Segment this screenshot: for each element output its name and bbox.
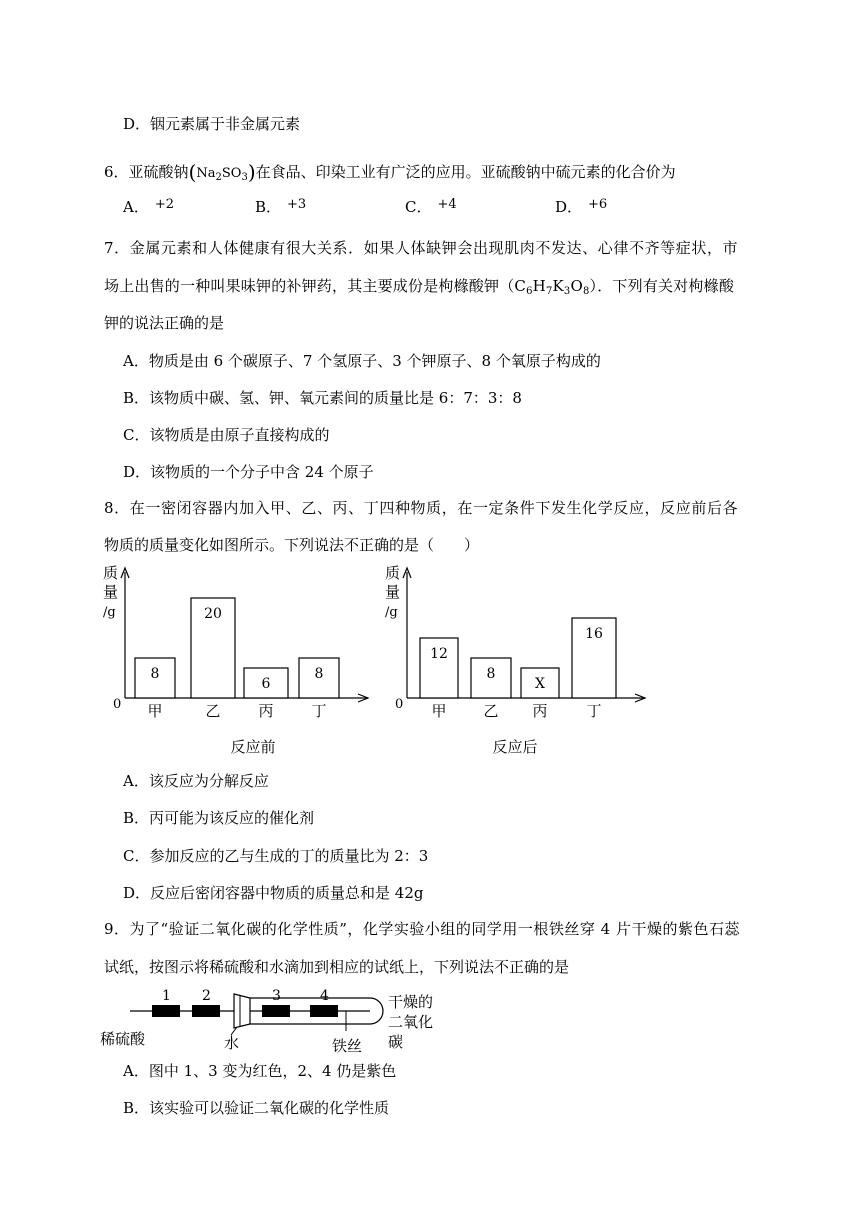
paper-2 — [192, 1005, 220, 1017]
y-label-1: 质 — [385, 564, 401, 582]
q8-option-a: A．该反应为分解反应 — [123, 772, 269, 790]
q9-line-2: 试纸，按图示将稀硫酸和水滴加到相应的试纸上，下列说法不正确的是 — [104, 958, 570, 976]
litmus-paper-diagram — [100, 985, 450, 1055]
q6-stem-post: 在食品、印染工业有广泛的应用。亚硫酸钠中硫元素的化合价为 — [255, 163, 676, 181]
category-label-2: 乙 — [483, 702, 499, 720]
paper-label-1: 1 — [162, 988, 171, 1004]
chart-after-reaction — [375, 560, 675, 760]
q8-option-b: B．丙可能为该反应的催化剂 — [123, 809, 315, 827]
y-label-1: 质 — [103, 564, 119, 582]
q7-line-3: 钾的说法正确的是 — [104, 314, 225, 332]
q9-line-1: 9．为了“验证二氧化碳的化学性质”，化学实验小组的同学用一根铁丝穿 4 片干燥的紫色石蕊 — [104, 920, 740, 938]
category-label-3: 丙 — [532, 702, 548, 720]
paper-3 — [262, 1005, 290, 1017]
bar-value-label-2: 8 — [486, 666, 496, 682]
category-label-2: 乙 — [205, 702, 221, 720]
category-label-1: 甲 — [431, 702, 447, 720]
q7-option-b: B．该物质中碳、氢、钾、氧元素间的质量比是 6：7：3：8 — [123, 389, 522, 407]
dilute-sulfuric-acid-label: 稀硫酸 — [100, 1030, 146, 1048]
q6-stem — [104, 158, 676, 183]
category-label-4: 丁 — [586, 702, 602, 720]
chart-title: 反应后 — [492, 738, 538, 756]
bar-value-label-4: 8 — [314, 666, 324, 682]
q6-option-b: B． +3 — [255, 197, 307, 216]
category-label-3: 丙 — [258, 702, 274, 720]
dry-co2-label-3: 碳 — [388, 1033, 404, 1051]
bar-value-label-1: 8 — [150, 666, 160, 682]
paper-label-4: 4 — [320, 988, 329, 1004]
q8-line-1: 8．在一密闭容器内加入甲、乙、丙、丁四种物质，在一定条件下发生化学反应，反应前后各 — [104, 499, 739, 517]
origin-label: 0 — [113, 697, 122, 712]
q7-line-2: 场上出售的一种叫果味钾的补钾药，其主要成份是枸橼酸钾$(C_6H_7K_3O_8)$．下列有关对枸橼酸 — [104, 277, 735, 297]
bar-value-label-3: 6 — [261, 676, 271, 692]
q7-option-c: C．该物质是由原子直接构成的 — [123, 426, 330, 444]
bar-value-label-1: 12 — [430, 646, 448, 662]
chart-title: 反应前 — [230, 738, 276, 756]
q6-stem-pre: 6．亚硫酸钠 — [104, 163, 189, 181]
q5-option-d: D．铟元素属于非金属元素 — [123, 115, 301, 133]
q6-paren-close: ) — [247, 160, 256, 184]
q6-option-d: D． +6 — [555, 197, 608, 216]
origin-label: 0 — [395, 697, 404, 712]
q6-formula: $Na_2SO_3$ — [196, 166, 248, 183]
dry-co2-label-2: 二氧化 — [388, 1013, 434, 1031]
q7-line-1: 7．金属元素和人体健康有很大关系．如果人体缺钾会出现肌肉不发达、心律不齐等症状，市 — [104, 239, 739, 257]
bar-value-label-3: X — [535, 676, 545, 692]
y-label-2: 量 — [103, 583, 119, 601]
q8-option-c: C．参加反应的乙与生成的丁的质量比为 2：3 — [123, 847, 429, 865]
q9-option-a: A．图中 1、3 变为红色，2、4 仍是紫色 — [123, 1062, 397, 1080]
chart-before-reaction — [95, 560, 385, 760]
water-label: 水 — [224, 1034, 240, 1052]
q6-option-a: A． +2 — [123, 197, 175, 216]
iron-wire-label: 铁丝 — [332, 1037, 363, 1055]
bar-value-label-4: 16 — [585, 626, 603, 642]
q8-line-2: 物质的质量变化如图所示。下列说法不正确的是（ ） — [104, 536, 480, 554]
paper-4 — [310, 1005, 338, 1017]
y-label-unit: /g — [385, 605, 398, 620]
paper-label-3: 3 — [272, 988, 281, 1004]
q9-option-b: B．该实验可以验证二氧化碳的化学性质 — [123, 1099, 390, 1117]
stopper — [234, 994, 250, 1028]
q7-option-a: A．物质是由 6 个碳原子、7 个氢原子、3 个钾原子、8 个氧原子构成的 — [123, 352, 601, 370]
dry-co2-label-1: 干燥的 — [388, 993, 434, 1011]
q7-option-d: D．该物质的一个分子中含 24 个原子 — [123, 463, 374, 481]
bar-value-label-2: 20 — [204, 606, 222, 622]
q8-option-d: D．反应后密闭容器中物质的质量总和是 42g — [123, 884, 424, 902]
q6-option-c: C． +4 — [405, 197, 457, 216]
q6-paren-open: ( — [188, 160, 197, 184]
paper-1 — [152, 1005, 180, 1017]
paper-label-2: 2 — [202, 988, 211, 1004]
category-label-1: 甲 — [147, 702, 163, 720]
y-label-2: 量 — [385, 583, 401, 601]
category-label-4: 丁 — [311, 702, 327, 720]
y-label-unit: /g — [103, 605, 116, 620]
